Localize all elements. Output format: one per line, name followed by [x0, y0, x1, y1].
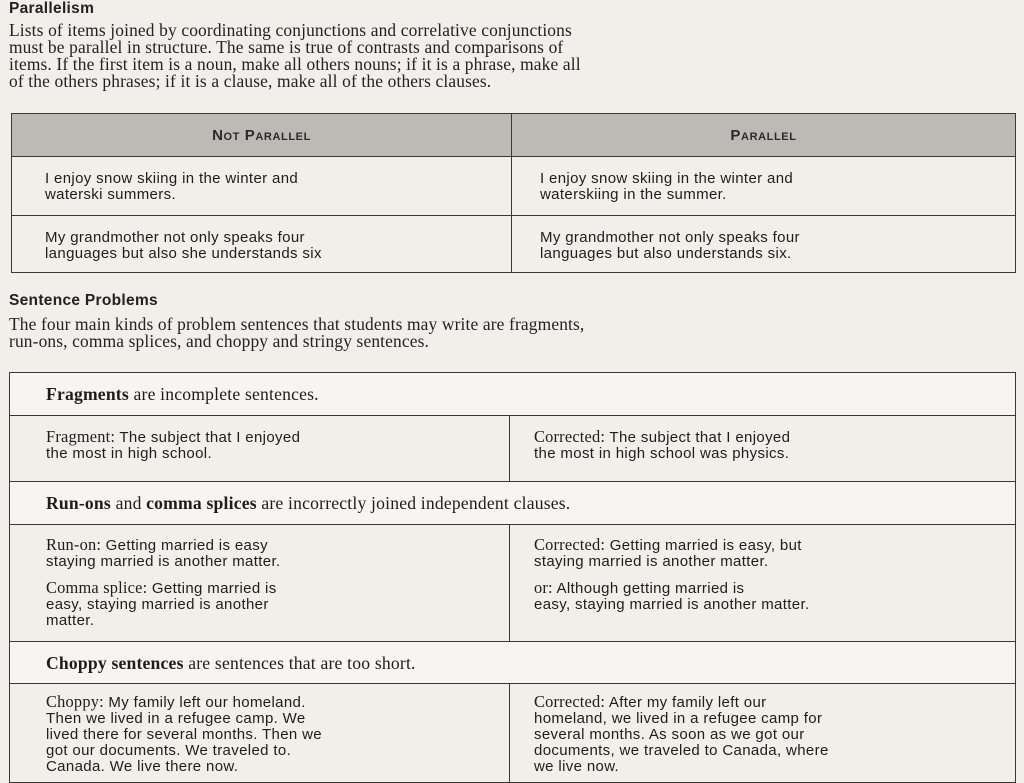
cell-line: waterski summers.	[45, 186, 176, 203]
cell-line: easy, staying married is another matter.	[534, 596, 810, 613]
cell-line	[46, 694, 497, 711]
example-label: or:	[534, 578, 553, 597]
cell-text: My family left our homeland.	[103, 694, 306, 711]
table-row	[12, 157, 1016, 216]
cell-line: the most in high school.	[46, 445, 212, 462]
header-text: are incomplete sentences.	[128, 384, 319, 404]
sentence-problems-heading: Sentence Problems	[9, 292, 158, 309]
cell-line: several months. As soon as we got our	[534, 726, 805, 743]
example-label: Run-on:	[46, 535, 102, 554]
cell-text: The subject that I enjoyed	[605, 429, 791, 446]
not-parallel-cell	[12, 216, 512, 273]
cell-line: Then we lived in a refugee camp. We	[46, 710, 306, 727]
cell-line: matter.	[46, 612, 95, 629]
fragments-term: Fragments	[46, 384, 129, 404]
not-parallel-cell	[12, 157, 512, 216]
example-label: Fragment:	[46, 427, 116, 446]
example-label: Corrected:	[534, 427, 606, 446]
cell-text: After my family left our	[605, 694, 767, 711]
cell-line: I enjoy snow skiing in the winter and	[540, 170, 794, 187]
cell-line: lived there for several months. Then we	[46, 726, 323, 743]
cell-line	[534, 429, 1003, 446]
cell-line	[46, 429, 497, 446]
cell-line	[534, 694, 1003, 711]
cell-line: homeland, we lived in a refugee camp for	[534, 710, 823, 727]
intro-line: items. If the first item is a noun, make all others nouns; if it is a phrase, make all	[9, 54, 581, 74]
parallelism-heading: Parallelism	[9, 0, 95, 17]
section-header-row	[10, 373, 1016, 416]
cell-line: My grandmother not only speaks four	[45, 229, 305, 246]
column-header-not-parallel: Not Parallel	[12, 114, 512, 157]
sentence-problems-table	[9, 372, 1016, 783]
cell-line	[534, 537, 1003, 554]
cell-text: Getting married is easy, but	[605, 537, 802, 554]
header-text: are incorrectly joined independent clauses.	[256, 493, 571, 513]
cell-line: we live now.	[534, 758, 620, 775]
cell-line: easy, staying married is another	[46, 596, 269, 613]
cell-text: Although getting married is	[552, 580, 745, 597]
cell-line: My grandmother not only speaks four	[540, 229, 800, 246]
cell-line: documents, we traveled to Canada, where	[534, 742, 829, 759]
example-label: Comma splice:	[46, 578, 148, 597]
fragments-header	[10, 373, 1016, 416]
cell-text: The subject that I enjoyed	[115, 429, 301, 446]
header-text: and	[110, 493, 147, 513]
cell-line: Canada. We live there now.	[46, 758, 239, 775]
cell-line: languages but also she understands six	[45, 245, 322, 262]
table-header-row	[12, 114, 1016, 157]
example-label: Corrected:	[534, 535, 606, 554]
run-on-corrected-cell	[510, 525, 1016, 642]
example-label: Corrected:	[534, 692, 606, 711]
comma-splices-term: comma splices	[146, 493, 257, 513]
choppy-term: Choppy sentences	[46, 653, 184, 673]
parallel-cell	[512, 216, 1016, 273]
intro-line: of the others phrases; if it is a clause, make all of the others clauses.	[9, 71, 492, 91]
table-row	[10, 416, 1016, 482]
parallelism-intro	[9, 22, 1017, 90]
cell-line	[46, 537, 497, 554]
choppy-header	[10, 642, 1016, 684]
cell-line: languages but also understands six.	[540, 245, 792, 262]
cell-line: waterskiing in the summer.	[540, 186, 727, 203]
section-header-row	[10, 642, 1016, 684]
cell-text: Getting married is	[147, 580, 277, 597]
run-ons-header	[10, 482, 1016, 525]
cell-line: got our documents. We traveled to.	[46, 742, 292, 759]
intro-line: run-ons, comma splices, and choppy and stringy sentences.	[9, 331, 430, 351]
example-label: Choppy:	[46, 692, 104, 711]
cell-line: staying married is another matter.	[534, 553, 769, 570]
fragment-example-cell	[10, 416, 510, 482]
cell-text: Getting married is easy	[101, 537, 268, 554]
table-row	[12, 216, 1016, 273]
intro-line: Lists of items joined by coordinating conjunctions and correlative conjunctions	[9, 20, 572, 40]
cell-line	[534, 580, 1003, 597]
cell-line: I enjoy snow skiing in the winter and	[45, 170, 299, 187]
header-text: are sentences that are too short.	[183, 653, 416, 673]
sentence-problems-intro	[9, 316, 1017, 350]
intro-line: must be parallel in structure. The same is true of contrasts and comparisons of	[9, 37, 564, 57]
table-row	[10, 525, 1016, 642]
cell-line: the most in high school was physics.	[534, 445, 790, 462]
parallel-cell	[512, 157, 1016, 216]
intro-line: The four main kinds of problem sentences that students may write are fragments,	[9, 314, 585, 334]
column-header-parallel: Parallel	[512, 114, 1016, 157]
parallelism-table	[11, 113, 1016, 273]
fragment-corrected-cell	[510, 416, 1016, 482]
cell-line	[46, 580, 497, 597]
section-header-row	[10, 482, 1016, 525]
cell-line: staying married is another matter.	[46, 553, 281, 570]
run-on-example-cell	[10, 525, 510, 642]
run-ons-term: Run-ons	[46, 493, 111, 513]
